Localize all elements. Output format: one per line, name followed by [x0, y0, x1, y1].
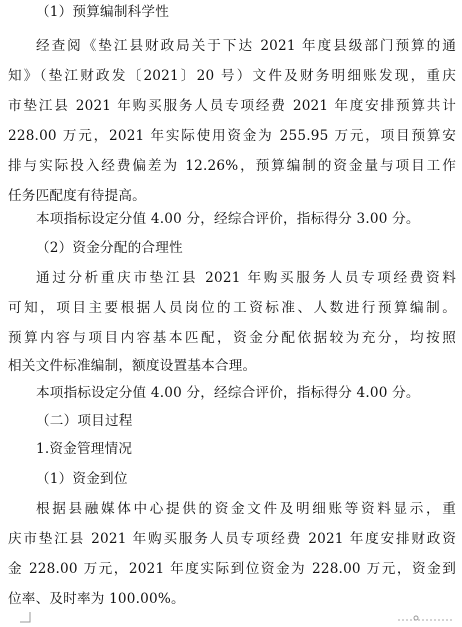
- paragraph-line: 可知，项目主要根据人员岗位的工资标准、人数进行预算编制。: [8, 300, 456, 316]
- paragraph-line: 根据县融媒体中心提供的资金文件及明细账等资料显示，重: [36, 501, 456, 517]
- paragraph-line: 位率、及时率为 100.00%。: [8, 591, 185, 607]
- paragraph-line: 通过分析重庆市垫江县 2021 年购买服务人员专项经费资料: [36, 270, 456, 286]
- heading-fund-arrival: （1）资金到位: [36, 471, 128, 487]
- paragraph-line: 知》（垫江财政发〔2021〕20 号）文件及财务明细账发现，重庆: [8, 68, 456, 84]
- heading-budget-scientific: （1）预算编制科学性: [36, 4, 169, 20]
- paragraph-line: 经查阅《垫江县财政局关于下达 2021 年度县级部门预算的通: [36, 38, 456, 54]
- score-line: 本项指标设定分值 4.00 分，经综合评价，指标得分 4.00 分。: [36, 385, 420, 401]
- heading-allocation-reasonableness: （2）资金分配的合理性: [36, 240, 183, 256]
- paragraph-line: 相关文件标准编制，额度设置基本合理。: [8, 358, 257, 374]
- score-line: 本项指标设定分值 4.00 分，经综合评价，指标得分 3.00 分。: [36, 211, 420, 227]
- paragraph-line: 市垫江县 2021 年购买服务人员专项经费 2021 年度安排预算共计: [8, 98, 456, 114]
- paragraph-line: 金 228.00 万元，2021 年度实际到位资金为 228.00 万元，资金到: [8, 561, 456, 577]
- paragraph-line: 任务匹配度有待提高。: [8, 188, 146, 204]
- paragraph-line: 庆市垫江县 2021 年购买服务人员专项经费 2021 年度安排财政资: [8, 531, 456, 547]
- paragraph-line: 预算内容与项目内容基本匹配，资金分配依据较为充分，均按照: [8, 330, 456, 346]
- paragraph-line: 228.00 万元，2021 年实际使用资金为 255.95 万元，项目预算安: [8, 128, 456, 144]
- paragraph-line: 排与实际投入经费偏差为 12.26%，预算编制的资金量与项目工作: [8, 158, 456, 174]
- heading-project-process: （二）项目过程: [36, 413, 133, 429]
- page-break-mark-icon: [396, 612, 456, 624]
- margin-corner-mark-icon: [20, 612, 32, 624]
- heading-fund-management: 1.资金管理情况: [36, 441, 133, 457]
